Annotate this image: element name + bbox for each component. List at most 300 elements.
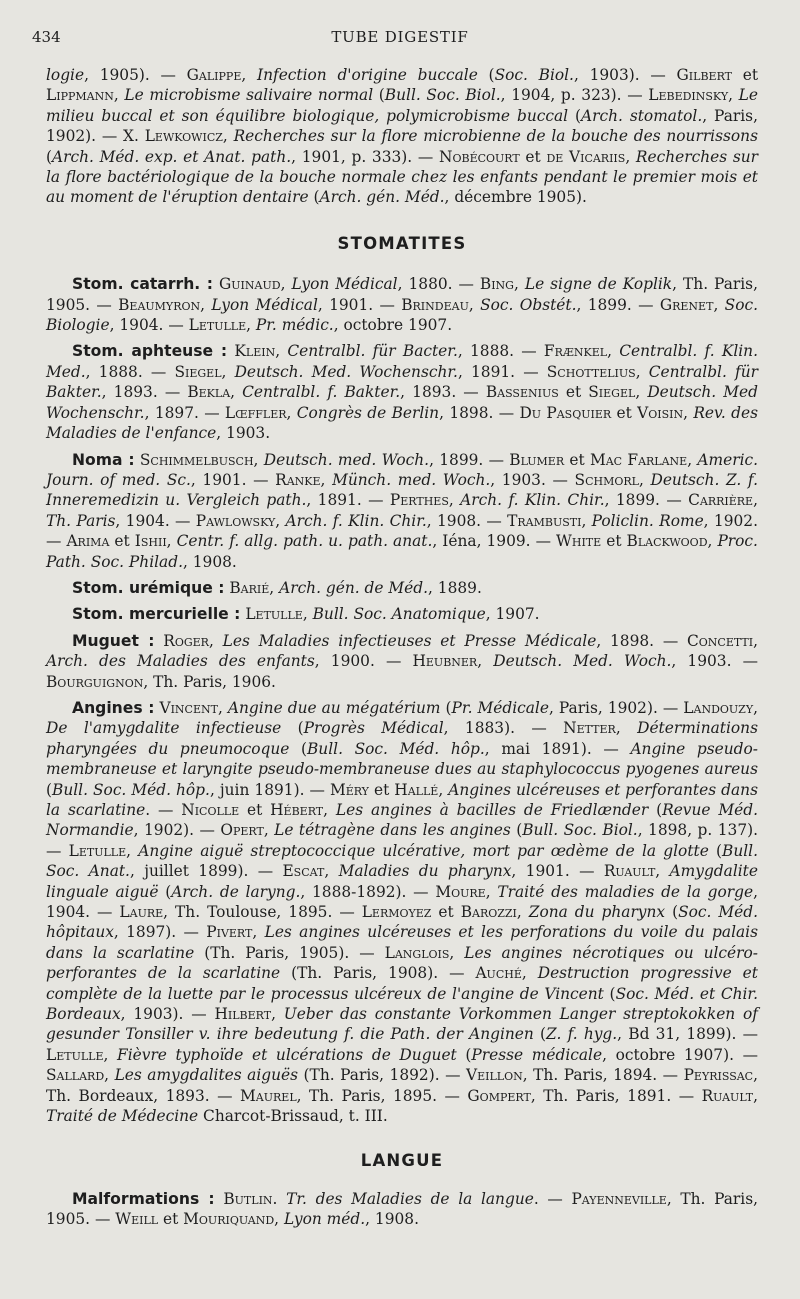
text-run: ( xyxy=(533,1025,547,1044)
citation-title: Pr. médic. xyxy=(255,316,334,335)
citation-title: Th. Paris xyxy=(46,511,116,530)
citation-title: Deutsch. Z. f. Inneremedizin u. Vergleich path. xyxy=(46,470,758,510)
citation-title: Revue Méd. Normandie xyxy=(46,801,758,840)
text-run: , xyxy=(222,127,234,146)
text-run: , Th. Paris, 1891. — xyxy=(530,1086,702,1105)
author-name: Letulle xyxy=(188,316,247,335)
author-name: White xyxy=(556,532,602,551)
text-run: , xyxy=(753,491,758,510)
author-name: Trambusti xyxy=(507,511,582,530)
text-run: , 1889. xyxy=(428,578,482,597)
citation-title: Deutsch. Med. Wochenschr. xyxy=(234,362,458,381)
text-run: , Th. Paris, 1895. — xyxy=(296,1086,468,1105)
citation-title: Les angines à bacilles de Friedlænder xyxy=(335,801,649,819)
author-name: Klein xyxy=(234,342,276,361)
text-run: , 1903). — xyxy=(120,1005,215,1024)
citation-title: Centr. f. allg. path. u. path. anat. xyxy=(176,532,433,551)
author-name: Barozzi xyxy=(460,903,517,922)
citation-title: Le milieu buccal et son équilibre biologique, polymicrobisme buccal xyxy=(46,86,758,125)
citation-title: Infection d'origine buccale xyxy=(257,66,478,84)
author-name: Brindeau xyxy=(401,295,469,314)
text-run: , 1900. — xyxy=(314,652,413,671)
author-name: Gilbert xyxy=(676,66,732,84)
text-run: , octobre 1907). — xyxy=(602,1045,758,1064)
text-run: , xyxy=(477,652,494,671)
citation-title: Angine pseudo-membraneuse et laryngite pseudo-membraneuse dues au staphylococcus pyogenes aureus xyxy=(46,739,758,779)
text-run: , 1893. — xyxy=(101,383,188,402)
citation-title: Bull. Soc. Biol. xyxy=(522,821,638,840)
text-run: , xyxy=(448,491,461,510)
bibliography-entry xyxy=(46,604,758,624)
text-run: ( xyxy=(46,780,53,799)
text-run: , Th. Paris, 1905. — xyxy=(46,1189,758,1229)
text-run: , Th. Paris, 1894. — xyxy=(522,1066,684,1085)
author-name: Blackwood xyxy=(626,532,708,551)
citation-title: Centralbl. für Bacter. xyxy=(287,342,458,361)
text-run: ( xyxy=(665,903,679,922)
text-run: , xyxy=(438,780,449,799)
author-name: Maurel xyxy=(240,1086,297,1105)
topic-heading: Stom. urémique : xyxy=(72,578,225,597)
text-run: , xyxy=(655,862,670,881)
author-name: Hallé xyxy=(394,780,439,799)
citation-title: Fièvre typhoïde et ulcérations de Duguet xyxy=(117,1045,457,1064)
author-name: Heubner xyxy=(412,652,478,671)
text-run: , xyxy=(753,1086,758,1105)
author-name: Ruault xyxy=(701,1086,754,1105)
topic-heading: Stom. aphteuse : xyxy=(72,342,228,361)
author-name: Bing xyxy=(479,275,514,294)
citation-title: Lyon Médical xyxy=(291,275,398,294)
citation-title: Angine aiguë streptococcique ulcérative, mort par œdème de la glotte xyxy=(138,841,709,860)
author-name: Payenneville xyxy=(571,1189,667,1208)
citation-title: Centralbl. f. Bakter. xyxy=(242,383,401,402)
text-run: , xyxy=(253,450,264,469)
citation-title: Arch. stomatol. xyxy=(581,106,703,125)
text-run: , mai 1891). — xyxy=(484,739,631,758)
author-name: Siegel xyxy=(588,383,636,402)
author-name: Nobécourt xyxy=(439,147,520,166)
author-name: Guinaud xyxy=(218,275,281,294)
text-run: , xyxy=(221,362,235,381)
text-run: , 1901. — xyxy=(190,470,276,489)
text-run: , xyxy=(753,698,758,717)
citation-title: Centralbl. f. Klin. Med. xyxy=(46,342,758,381)
citation-title: Policlin. Rome xyxy=(591,511,704,530)
text-run: , 1891. — xyxy=(457,362,547,381)
text-run: ( xyxy=(373,86,385,105)
citation-title: Zona du pharynx xyxy=(528,903,666,922)
citation-title: Le signe de Koplik xyxy=(524,275,673,294)
author-name: Letulle xyxy=(46,1045,104,1064)
author-name: Ishii xyxy=(134,532,167,551)
text-run: , xyxy=(635,362,649,381)
author-name: Bekla xyxy=(187,383,231,402)
citation-title: Arch. gén. de Méd. xyxy=(279,578,429,597)
text-run: et xyxy=(519,147,547,166)
text-run: et xyxy=(558,383,589,402)
text-run: , xyxy=(516,903,529,922)
author-name: Landouzy xyxy=(683,698,754,717)
author-name: Galippe xyxy=(186,66,242,84)
text-run: , 1883). — xyxy=(443,719,564,738)
text-run: , 1888. — xyxy=(457,342,544,361)
text-run: , 1902. — xyxy=(46,511,758,551)
citation-title: Arch. Méd. exp. et Anat. path. xyxy=(52,147,292,166)
citation-title: Bull. Soc. Méd. hôp. xyxy=(307,739,485,758)
author-name: Voisin xyxy=(637,403,684,422)
citation-title: Angines ulcéreuses et perforantes dans la scarlatine xyxy=(46,780,758,819)
topic-heading: Muguet : xyxy=(72,631,155,650)
citation-title: Soc. Biologie xyxy=(46,295,758,335)
bibliography-entry xyxy=(46,341,758,443)
text-run: , xyxy=(113,86,125,105)
author-name: Beaumyron xyxy=(118,295,201,314)
text-run: , xyxy=(485,882,498,901)
citation-title: logie xyxy=(46,66,85,84)
citation-title: Arch. des Maladies des enfants xyxy=(46,652,315,671)
topic-heading: Malformations : xyxy=(72,1189,215,1208)
text-run: , xyxy=(449,943,465,962)
text-run: , 1903). — xyxy=(573,66,677,84)
text-run: , 1904. — xyxy=(115,511,196,530)
author-name: Frænkel xyxy=(543,342,608,361)
citation-title: Congrès de Berlin xyxy=(296,403,440,422)
page-header xyxy=(32,28,768,54)
text-run: , xyxy=(687,450,698,469)
citation-title: Arch. f. Klin. Chir. xyxy=(285,511,427,530)
text-run: , xyxy=(241,66,258,84)
text-run: (Th. Paris, 1892). — xyxy=(298,1066,466,1085)
text-run: , 1898. — xyxy=(439,403,520,422)
text-run: , xyxy=(271,1005,284,1024)
text-run: , xyxy=(103,1045,118,1064)
text-run: , xyxy=(581,511,592,530)
text-run: , Bd 31, 1899). — xyxy=(617,1025,758,1044)
text-run: , xyxy=(521,964,538,983)
text-run: ( xyxy=(46,147,53,166)
bibliography-entry xyxy=(46,578,758,598)
text-run: , xyxy=(320,470,333,489)
text-run: , xyxy=(104,1066,115,1085)
text-run: ( xyxy=(568,106,582,125)
author-name: Blumer xyxy=(509,450,565,469)
citation-title: Amygdalite linguale aiguë xyxy=(46,862,758,901)
citation-title: Bull. Soc. Anatomique xyxy=(312,605,486,624)
citation-title: Americ. Journ. of med. Sc. xyxy=(46,450,758,489)
text-run: , xyxy=(683,403,694,422)
text-run: , 1899. — xyxy=(429,450,510,469)
citation-title: Soc. Obstét. xyxy=(480,295,577,314)
author-name: Nicolle xyxy=(181,801,240,819)
citation-title: Rev. des Maladies de l'enfance xyxy=(46,403,758,443)
text-run: , xyxy=(615,719,638,738)
citation-title: Münch. med. Woch. xyxy=(332,470,491,489)
text-run: ( xyxy=(158,882,172,901)
body-text xyxy=(46,65,758,1236)
author-name: de Vicariis xyxy=(546,147,626,166)
text-run: Charcot-Brissaud, t. III. xyxy=(198,1107,388,1126)
text-run: et xyxy=(611,403,638,422)
text-run: , xyxy=(753,631,758,650)
author-name: Ruault xyxy=(603,862,656,881)
text-run: , xyxy=(275,342,288,361)
intro-paragraph xyxy=(46,65,758,208)
author-name: Lebedinsky xyxy=(648,86,729,105)
author-name: Sallard xyxy=(46,1066,105,1085)
text-run: , xyxy=(323,801,336,819)
section-title-langue: LANGUE xyxy=(360,1150,444,1170)
author-name: Escat xyxy=(282,862,325,881)
page-number: 434 xyxy=(32,28,61,46)
author-name: Roger xyxy=(163,631,209,650)
text-run: , xyxy=(468,295,481,314)
text-run: , xyxy=(263,821,275,840)
text-run: ( xyxy=(289,739,307,758)
text-run: , xyxy=(200,295,212,314)
topic-heading: Angines : xyxy=(72,698,155,717)
text-run: , décembre 1905). xyxy=(444,188,587,207)
text-run: , Th. Toulouse, 1895. — xyxy=(163,903,362,922)
citation-title: Les Maladies infectieuses et Presse Médicale xyxy=(222,631,597,650)
citation-title: Traité de Médecine xyxy=(46,1107,199,1126)
text-run: , Paris, 1902). — xyxy=(548,698,684,717)
author-name: Pivert xyxy=(206,923,253,942)
text-run: ( xyxy=(281,719,304,738)
citation-title: Soc. Biol. xyxy=(494,66,574,84)
citation-title: Maladies du pharynx xyxy=(338,862,512,881)
author-name: Letulle xyxy=(245,605,303,624)
text-run: , 1897). — xyxy=(113,923,207,942)
author-name: Langlois xyxy=(384,943,450,962)
text-run: , 1888. — xyxy=(85,362,175,381)
text-run: , xyxy=(324,862,339,881)
text-run: , 1904, p. 323). — xyxy=(500,86,649,105)
text-run: ( xyxy=(510,821,523,840)
author-name: Netter xyxy=(563,719,616,738)
text-run: , Iéna, 1909. — xyxy=(432,532,557,551)
text-run: et xyxy=(732,66,759,84)
author-name: Hébert xyxy=(270,801,324,819)
text-run: , xyxy=(607,342,620,361)
text-run: , Th. Paris, 1905. — xyxy=(46,275,758,314)
text-run xyxy=(154,632,163,650)
citation-title: Deutsch. Med Wochenschr. xyxy=(46,383,758,422)
text-run: , xyxy=(230,383,243,402)
text-run: , xyxy=(275,511,286,530)
author-name: Schmorl xyxy=(574,470,639,489)
text-run: ( xyxy=(477,66,495,84)
text-run: , 1902). — xyxy=(133,821,221,840)
topic-heading: Noma : xyxy=(72,450,135,469)
author-name: Bourguignon xyxy=(46,672,144,691)
text-run: , xyxy=(513,275,525,294)
citation-title: Recherches sur la flore bactériologique de la bouche normale chez les enfants pendant le premier mois et au moment de l'éruption dentaire xyxy=(46,147,759,207)
text-run: , 1893. — xyxy=(400,383,486,402)
text-run: , juin 1891). — xyxy=(209,780,330,799)
citation-title: Bull. Soc. Méd. hôp. xyxy=(52,780,210,799)
text-run: , 1901, p. 333). — xyxy=(291,147,439,166)
text-run: , 1908. — xyxy=(426,511,508,530)
text-run: et xyxy=(564,450,590,469)
citation-title: Proc. Path. Soc. Philad. xyxy=(46,532,758,571)
citation-title: Deutsch. Med. Woch. xyxy=(493,652,672,671)
author-name: Gompert xyxy=(467,1086,531,1105)
author-name: Letulle xyxy=(68,841,127,860)
author-name: Laure xyxy=(119,903,164,922)
author-name: Lermoyez xyxy=(361,903,432,922)
text-run: ( xyxy=(456,1045,472,1064)
author-name: Barié xyxy=(229,578,270,597)
bibliography-entry xyxy=(46,698,758,1127)
citation-title: Progrès Médical xyxy=(303,719,444,738)
author-name: Du Pasquier xyxy=(519,403,612,422)
text-run: et xyxy=(158,1210,184,1229)
author-name: Carrière xyxy=(688,491,754,510)
bibliography-entry xyxy=(46,631,758,692)
text-run: , 1904. — xyxy=(46,882,758,922)
langue-entries xyxy=(46,1189,758,1230)
citation-title: Soc. Méd. hôpitaux xyxy=(46,903,758,942)
text-run: , xyxy=(728,86,739,105)
citation-title: Centralbl. für Bakter. xyxy=(46,362,758,402)
text-run: , xyxy=(635,383,648,402)
section-title-stomatites: STOMATITES xyxy=(337,233,467,253)
text-run: et xyxy=(368,780,395,799)
citation-title: Arch. f. Klin. Chir. xyxy=(460,491,605,510)
text-run: , juillet 1899). — xyxy=(129,862,283,881)
text-run: ( xyxy=(603,984,616,1003)
text-run: , octobre 1907. xyxy=(333,316,453,335)
text-run: , 1908. xyxy=(365,1210,419,1229)
text-run: , 1898, p. 137). — xyxy=(46,821,759,860)
citation-title: De l'amygdalite infectieuse xyxy=(46,719,282,738)
citation-title: Le tétragène dans les angines xyxy=(274,821,511,840)
text-run: , xyxy=(252,923,265,942)
author-name: Auché xyxy=(475,964,522,983)
text-run: , xyxy=(217,698,228,717)
citation-title: Angine due au mégatérium xyxy=(227,698,441,717)
text-run: , 1905). — xyxy=(84,66,187,84)
text-run: (Th. Paris, 1905). — xyxy=(194,943,385,962)
text-run: , 1903. — xyxy=(671,652,758,671)
text-run: , 1904. — xyxy=(109,316,189,335)
citation-title: Les angines nécrotiques ou ulcéro-perforantes de la scarlatine xyxy=(46,943,758,983)
text-run: . — xyxy=(145,801,182,819)
citation-title: Recherches sur la flore microbienne de la bouche des nourrissons xyxy=(233,127,758,146)
author-name: Moure xyxy=(435,882,486,901)
citation-title: Les angines ulcéreuses et les perforations du voile du palais dans la scarlatine xyxy=(46,923,758,962)
citation-title: Bull. Soc. Biol. xyxy=(384,86,501,105)
author-name: Schimmelbusch xyxy=(139,450,254,469)
citation-title: Lyon Médical xyxy=(211,295,318,314)
citation-title: Destruction progressive et complète de la luette par le processus ulcéreux de l'angine de Vincent xyxy=(46,964,758,1003)
author-name: Concetti xyxy=(687,631,754,650)
text-run: , 1903. xyxy=(216,424,271,443)
text-run: , 1903. — xyxy=(490,470,575,489)
text-run: , 1898. — xyxy=(596,631,687,650)
text-run: (Th. Paris, 1908). — xyxy=(280,964,476,983)
text-run: et xyxy=(431,903,461,922)
text-run: , xyxy=(269,578,280,597)
text-run: , 1899. — xyxy=(604,491,689,510)
text-run: ( xyxy=(308,188,320,207)
citation-title: Presse médicale xyxy=(471,1045,603,1064)
text-run: , 1880. — xyxy=(397,275,480,294)
text-run: . xyxy=(272,1189,287,1208)
text-run: , 1899. — xyxy=(576,295,660,314)
author-name: Mac Farlane xyxy=(589,450,688,469)
text-run: , xyxy=(280,275,292,294)
author-name: Pawlowsky xyxy=(195,511,276,530)
citation-title: Lyon méd. xyxy=(283,1210,366,1229)
bibliography-entry xyxy=(46,450,758,572)
citation-title: Deutsch. med. Woch. xyxy=(263,450,430,469)
text-run: , 1908. xyxy=(182,552,237,571)
author-name: Bassenius xyxy=(485,383,559,402)
text-run: , Th. Paris, 1906. xyxy=(143,672,276,691)
topic-heading: Stom. mercurielle : xyxy=(72,605,241,624)
author-name: Méry xyxy=(329,780,369,799)
bibliography-entry xyxy=(46,1189,758,1230)
author-name: Schottelius xyxy=(546,362,636,381)
text-run: , xyxy=(302,605,313,624)
text-run: , 1888-1892). — xyxy=(300,882,436,901)
text-run: , xyxy=(246,316,256,335)
citation-title: Soc. Méd. et Chir. Bordeaux xyxy=(46,984,758,1024)
author-name: Hilbert xyxy=(214,1005,272,1024)
text-run: , xyxy=(126,841,139,860)
text-run: , xyxy=(707,532,718,551)
text-run: , 1907. xyxy=(485,605,540,624)
citation-title: Tr. des Maladies de la langue xyxy=(286,1189,534,1208)
text-run: , Paris, 1902). — X. xyxy=(46,106,758,146)
author-name: Siegel xyxy=(174,362,222,381)
author-name: Mouriquand xyxy=(183,1210,275,1229)
stomatites-entries xyxy=(46,274,758,1126)
text-run: ( xyxy=(648,801,663,819)
text-run: , xyxy=(208,631,223,650)
text-run: , 1901. — xyxy=(317,295,402,314)
author-name: Vincent xyxy=(159,698,218,717)
author-name: Ranke xyxy=(275,470,321,489)
citation-title: Déterminations pharyngées du pneumocoque xyxy=(46,719,758,758)
text-run: , xyxy=(286,403,297,422)
citation-title: Ueber das constante Vorkommen Langer streptokokken of gesunder Tonsiller v. ihre bedeutung f. die Path. der Anginen xyxy=(46,1005,758,1044)
author-name: Veillon xyxy=(466,1066,523,1085)
author-name: Opert xyxy=(220,821,264,840)
text-run: , 1891. — xyxy=(306,491,390,510)
text-run: ( xyxy=(440,698,452,717)
text-run: , xyxy=(713,295,725,314)
citation-title: Pr. Médicale xyxy=(451,698,549,717)
text-run: . — xyxy=(533,1189,572,1208)
author-name: Butlin xyxy=(223,1189,273,1208)
bibliography-entry xyxy=(46,274,758,335)
text-run: , Th. Bordeaux, 1893. — xyxy=(46,1066,758,1105)
citation-title: Arch. de laryng. xyxy=(171,882,301,901)
author-name: Weill xyxy=(115,1210,159,1229)
topic-heading: Stom. catarrh. : xyxy=(72,275,213,294)
text-run: ( xyxy=(708,841,723,860)
author-name: Arima xyxy=(66,532,110,551)
citation-title: Bull. Soc. Anat. xyxy=(46,841,758,881)
text-run: , xyxy=(274,1210,284,1229)
author-name: Grenet xyxy=(659,295,714,314)
text-run: , xyxy=(625,147,636,166)
text-run: et xyxy=(109,532,135,551)
text-run: et xyxy=(601,532,627,551)
